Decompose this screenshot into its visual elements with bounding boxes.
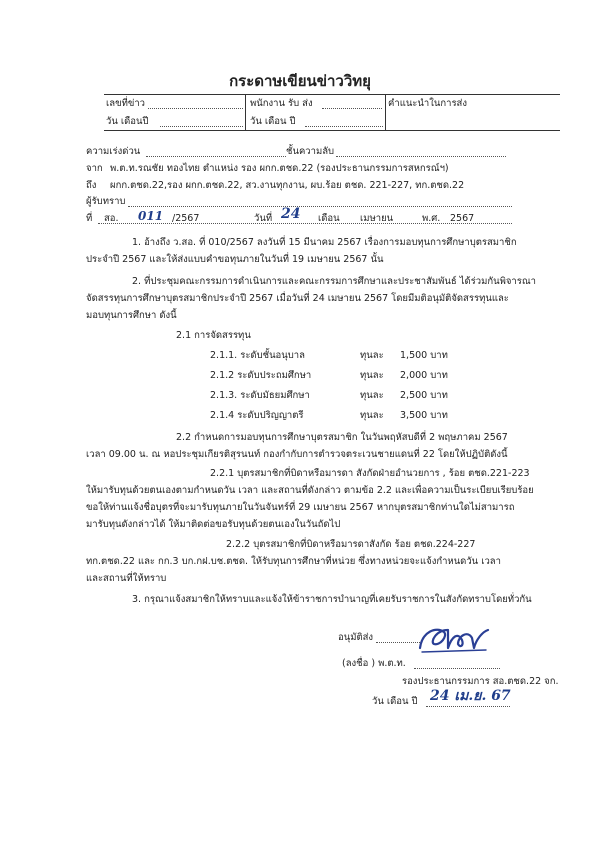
header-divider-2	[385, 94, 386, 130]
section-2-2-2-line-1: 2.2.2 บุตรสมาชิกที่บิดาหรือมารดาสังกัด ร้อย ตชด.224-227	[226, 539, 476, 550]
level-name: 2.1.4 ระดับปริญญาตรี	[210, 410, 304, 421]
level-per: ทุนละ	[360, 370, 384, 381]
ref-no-label: ที่	[86, 213, 93, 224]
level-amount: 1,500 บาท	[400, 350, 448, 361]
form-title: กระดาษเขียนข่าววิทยุ	[229, 72, 371, 90]
from-text: พ.ต.ท.รณชัย ทองไทย ตำแหน่ง รอง ผกก.ตชด.22 (รองประธานกรรมการสหกรณ์ฯ)	[110, 163, 449, 174]
ref-year-value: 2567	[450, 213, 475, 224]
section-2-2-line-1: 2.2 กำหนดการมอบทุนการศึกษาบุตรสมาชิก ในวันพฤหัสบดีที่ 2 พฤษภาคม 2567	[176, 432, 508, 443]
level-name: 2.1.3. ระดับมัธยมศึกษา	[210, 390, 310, 401]
level-amount: 2,500 บาท	[400, 390, 448, 401]
date-label-2: วัน เดือน ปี	[250, 116, 296, 127]
to-text: ผกก.ตชด.22,รอง ผกก.ตชด.22, สว.งานทุกงาน, ผบ.ร้อย ตชด. 221-227, ทก.ตชด.22	[110, 180, 465, 191]
advice-label: คำแนะนำในการส่ง	[388, 98, 467, 109]
header-bottom-rule	[104, 130, 560, 131]
ref-month-value: เมษายน	[360, 213, 394, 224]
level-name: 2.1.1. ระดับชั้นอนุบาล	[210, 350, 305, 361]
staff-label: พนักงาน รับ ส่ง	[250, 98, 313, 109]
ref-month-label: เดือน	[318, 213, 340, 224]
secrecy-label: ชั้นความลับ	[286, 146, 335, 157]
section-2-2-1-line-2: ให้มารับทุนด้วยตนเองตามกำหนดวัน เวลา และสถานที่ดังกล่าว ตามข้อ 2.2 และเพื่อความเป็นระเบียบเรียบร้อย	[86, 485, 534, 496]
section-2-2-1-line-3: ขอให้ท่านแจ้งชื่อบุตรที่จะมารับทุนภายในวันจันทร์ที่ 29 เมษายน 2567 หากบุตรสมาชิกท่านใดไม่สามารถ	[86, 502, 515, 513]
footer-date-value: 24 เม.ย. 67	[430, 688, 511, 704]
to-label: ถึง	[86, 180, 97, 191]
ref-no-suffix: /2567	[172, 213, 200, 224]
section-2-2-2-line-3: และสถานที่ให้ทราบ	[86, 573, 167, 584]
ref-line	[98, 223, 512, 224]
ref-day-value: 24	[281, 206, 301, 222]
ref-no-prefix: สอ.	[104, 213, 119, 224]
level-per: ทุนละ	[360, 350, 384, 361]
p2-line-2: จัดสรรทุนการศึกษาบุตรสมาชิกประจำปี 2567 เมื่อวันที่ 24 เมษายน 2567 โดยมีมติอนุมัติจัดสรรทุนและ	[86, 293, 509, 304]
p2-line-1: 2. ที่ประชุมคณะกรรมการดำเนินการและคณะกรรมการศึกษาและประชาสัมพันธ์ ได้ร่วมกันพิจารณา	[132, 276, 537, 287]
secrecy-line	[336, 156, 506, 157]
sign-line	[414, 668, 500, 669]
section-2-2-1-line-1: 2.2.1 บุตรสมาชิกที่บิดาหรือมารดา สังกัดฝ่ายอำนวยการ , ร้อย ตชด.221-223	[210, 468, 530, 479]
section-2-2-1-line-4: มารับทุนดังกล่าวได้ ให้มาติดต่อขอรับทุนด้วยตนเองในวันถัดไป	[86, 519, 341, 530]
header-divider-1	[245, 94, 246, 130]
section-2-1: 2.1 การจัดสรรทุน	[176, 330, 251, 341]
section-2-2-line-2: เวลา 09.00 น. ณ หอประชุมเกียรติสุรนนท์ กองกำกับการตำรวจตระเวนชายแดนที่ 22 โดยให้ปฏิบัติดังนี้	[86, 449, 508, 460]
cc-label: ผู้รับทราบ	[86, 196, 126, 207]
level-per: ทุนละ	[360, 410, 384, 421]
urgency-label: ความเร่งด่วน	[86, 146, 141, 157]
header-top-rule	[104, 94, 560, 95]
urgency-line	[146, 156, 286, 157]
p1-line-2: ประจำปี 2567 และให้ส่งแบบคำขอทุนภายในวันที่ 19 เมษายน 2567 นั้น	[86, 254, 384, 265]
ref-day-label: วันที่	[254, 213, 273, 224]
level-per: ทุนละ	[360, 390, 384, 401]
msg-no-line	[148, 108, 243, 109]
p1-line-1: 1. อ้างถึง ว.สอ. ที่ 010/2567 ลงวันที่ 15 มีนาคม 2567 เรื่องการมอบทุนการศึกษาบุตรสมาชิก	[132, 237, 517, 248]
ref-year-label: พ.ศ.	[422, 213, 441, 224]
staff-line	[322, 108, 382, 109]
level-amount: 2,000 บาท	[400, 370, 448, 381]
p2-line-3: มอบทุนการศึกษา ดังนี้	[86, 310, 177, 321]
footer-date-label: วัน เดือน ปี	[372, 696, 418, 707]
approve-label: อนุมัติส่ง	[338, 632, 374, 643]
from-label: จาก	[86, 163, 103, 174]
paragraph-3: 3. กรุณาแจ้งสมาชิกให้ทราบและแจ้งให้ข้าราชการบำนาญที่เคยรับราชการในสังกัดทราบโดยทั่วกัน	[132, 594, 532, 605]
date2-line	[305, 126, 383, 127]
ref-no-value: 011	[138, 209, 164, 223]
signer-position: รองประธานกรรมการ สอ.ตชด.22 จก.	[402, 676, 559, 687]
level-name: 2.1.2 ระดับประถมศึกษา	[210, 370, 312, 381]
date1-line	[160, 126, 243, 127]
signature	[414, 618, 494, 660]
section-2-2-2-line-2: ทก.ตชด.22 และ กก.3 บก.กฝ.บช.ตชด. ให้รับทุนการศึกษาที่หน่วย ซึ่งทางหน่วยจะแจ้งกำหนดวัน เวลา	[86, 556, 501, 567]
message-number-label: เลขที่ข่าว	[106, 98, 145, 109]
cc-line	[128, 206, 512, 207]
sign-label: (ลงชื่อ ) พ.ต.ท.	[342, 658, 406, 669]
footer-date-line	[426, 706, 510, 707]
level-amount: 3,500 บาท	[400, 410, 448, 421]
date-label-1: วัน เดือนปี	[106, 116, 149, 127]
